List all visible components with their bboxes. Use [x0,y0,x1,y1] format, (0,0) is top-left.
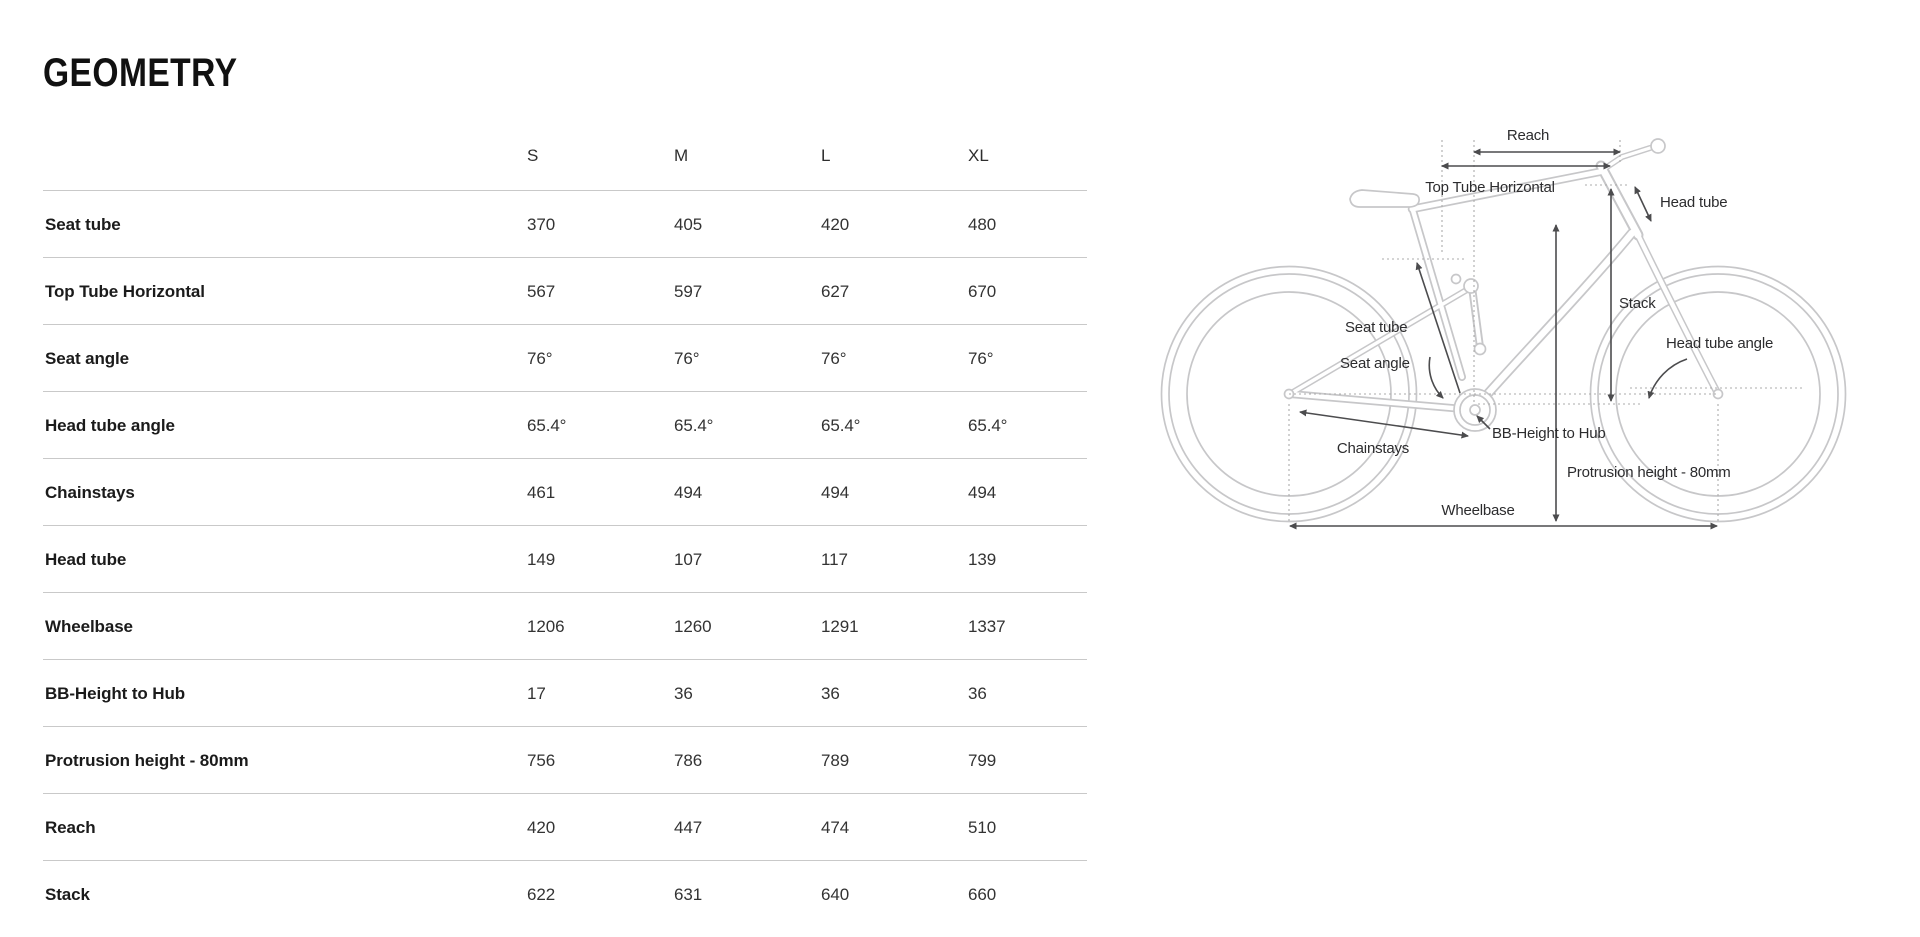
table-row [43,592,1087,659]
value-s: 622 [527,884,556,904]
value-s: 461 [527,482,556,502]
value-xl: 65.4° [968,415,1008,435]
value-s: 756 [527,750,556,770]
value-s: 1206 [527,616,565,636]
row-label: Reach [45,817,96,837]
header-size-s: S [527,145,539,165]
seat-tube-label: Seat tube [1345,319,1408,336]
row-label: Protrusion height - 80mm [45,750,249,770]
wheelbase-label: Wheelbase [1441,502,1515,519]
value-l: 36 [821,683,840,703]
value-l: 627 [821,281,850,301]
handlebar-grip [1651,139,1665,153]
value-m: 631 [674,884,703,904]
value-xl: 510 [968,817,997,837]
value-l: 1291 [821,616,859,636]
bb-height-to-hub-label: BB-Height to Hub [1492,425,1606,442]
row-label: BB-Height to Hub [45,683,186,703]
header-size-m: M [674,145,689,165]
value-l: 76° [821,348,847,368]
value-m: 107 [674,549,703,569]
value-m: 494 [674,482,703,502]
value-m: 597 [674,281,703,301]
row-label: Chainstays [45,482,135,502]
value-l: 640 [821,884,850,904]
seat-angle-label: Seat angle [1340,355,1410,372]
table-row [43,793,1087,860]
saddle [1350,190,1419,207]
value-m: 65.4° [674,415,714,435]
chainstays-label: Chainstays [1336,440,1410,457]
value-xl: 36 [968,683,987,703]
stack-label: Stack [1619,295,1656,312]
value-l: 420 [821,214,850,234]
head-tube-label: Head tube [1660,194,1728,211]
value-m: 447 [674,817,703,837]
table-row [43,525,1087,592]
row-label: Wheelbase [45,616,133,636]
value-m: 36 [674,683,693,703]
value-m: 1260 [674,616,712,636]
value-l: 474 [821,817,850,837]
page-title: GEOMETRY [43,50,238,95]
value-m: 786 [674,750,703,770]
head-tube-angle-arc [1649,359,1687,398]
table-header-row [43,120,1087,190]
value-s: 370 [527,214,556,234]
value-s: 420 [527,817,556,837]
value-xl: 660 [968,884,997,904]
table-row [43,726,1087,793]
table-row [43,391,1087,458]
value-xl: 480 [968,214,997,234]
protrusion-height-label: Protrusion height - 80mm [1567,464,1731,481]
value-m: 405 [674,214,703,234]
table-row [43,257,1087,324]
reach-label: Reach [1506,127,1550,144]
head-tube-arrow [1635,187,1651,221]
table-row [43,190,1087,257]
table-row [43,458,1087,525]
row-label: Seat angle [45,348,130,368]
top-tube-horizontal-label: Top Tube Horizontal [1425,179,1555,196]
table-row [43,860,1087,927]
value-l: 789 [821,750,850,770]
row-label: Head tube angle [45,415,175,435]
row-label: Top Tube Horizontal [45,281,205,301]
table-row [43,324,1087,391]
pivots-and-crank [1285,275,1723,432]
value-xl: 670 [968,281,997,301]
head-tube-angle-label: Head tube angle [1666,335,1774,352]
value-xl: 139 [968,549,997,569]
value-l: 65.4° [821,415,861,435]
row-label: Head tube [45,549,127,569]
seat-angle-arc [1429,357,1443,398]
value-s: 65.4° [527,415,567,435]
row-label: Stack [45,884,90,904]
value-s: 567 [527,281,556,301]
geometry-table [43,120,1087,927]
value-xl: 1337 [968,616,1006,636]
row-label: Seat tube [45,214,121,234]
header-size-l: L [821,145,831,165]
value-xl: 76° [968,348,994,368]
value-s: 76° [527,348,553,368]
value-s: 17 [527,683,546,703]
value-m: 76° [674,348,700,368]
value-xl: 494 [968,482,997,502]
value-xl: 799 [968,750,997,770]
table-row [43,659,1087,726]
header-size-xl: XL [968,145,989,165]
value-l: 494 [821,482,850,502]
bike-geometry-diagram [1130,95,1920,575]
value-l: 117 [821,549,848,569]
value-s: 149 [527,549,556,569]
